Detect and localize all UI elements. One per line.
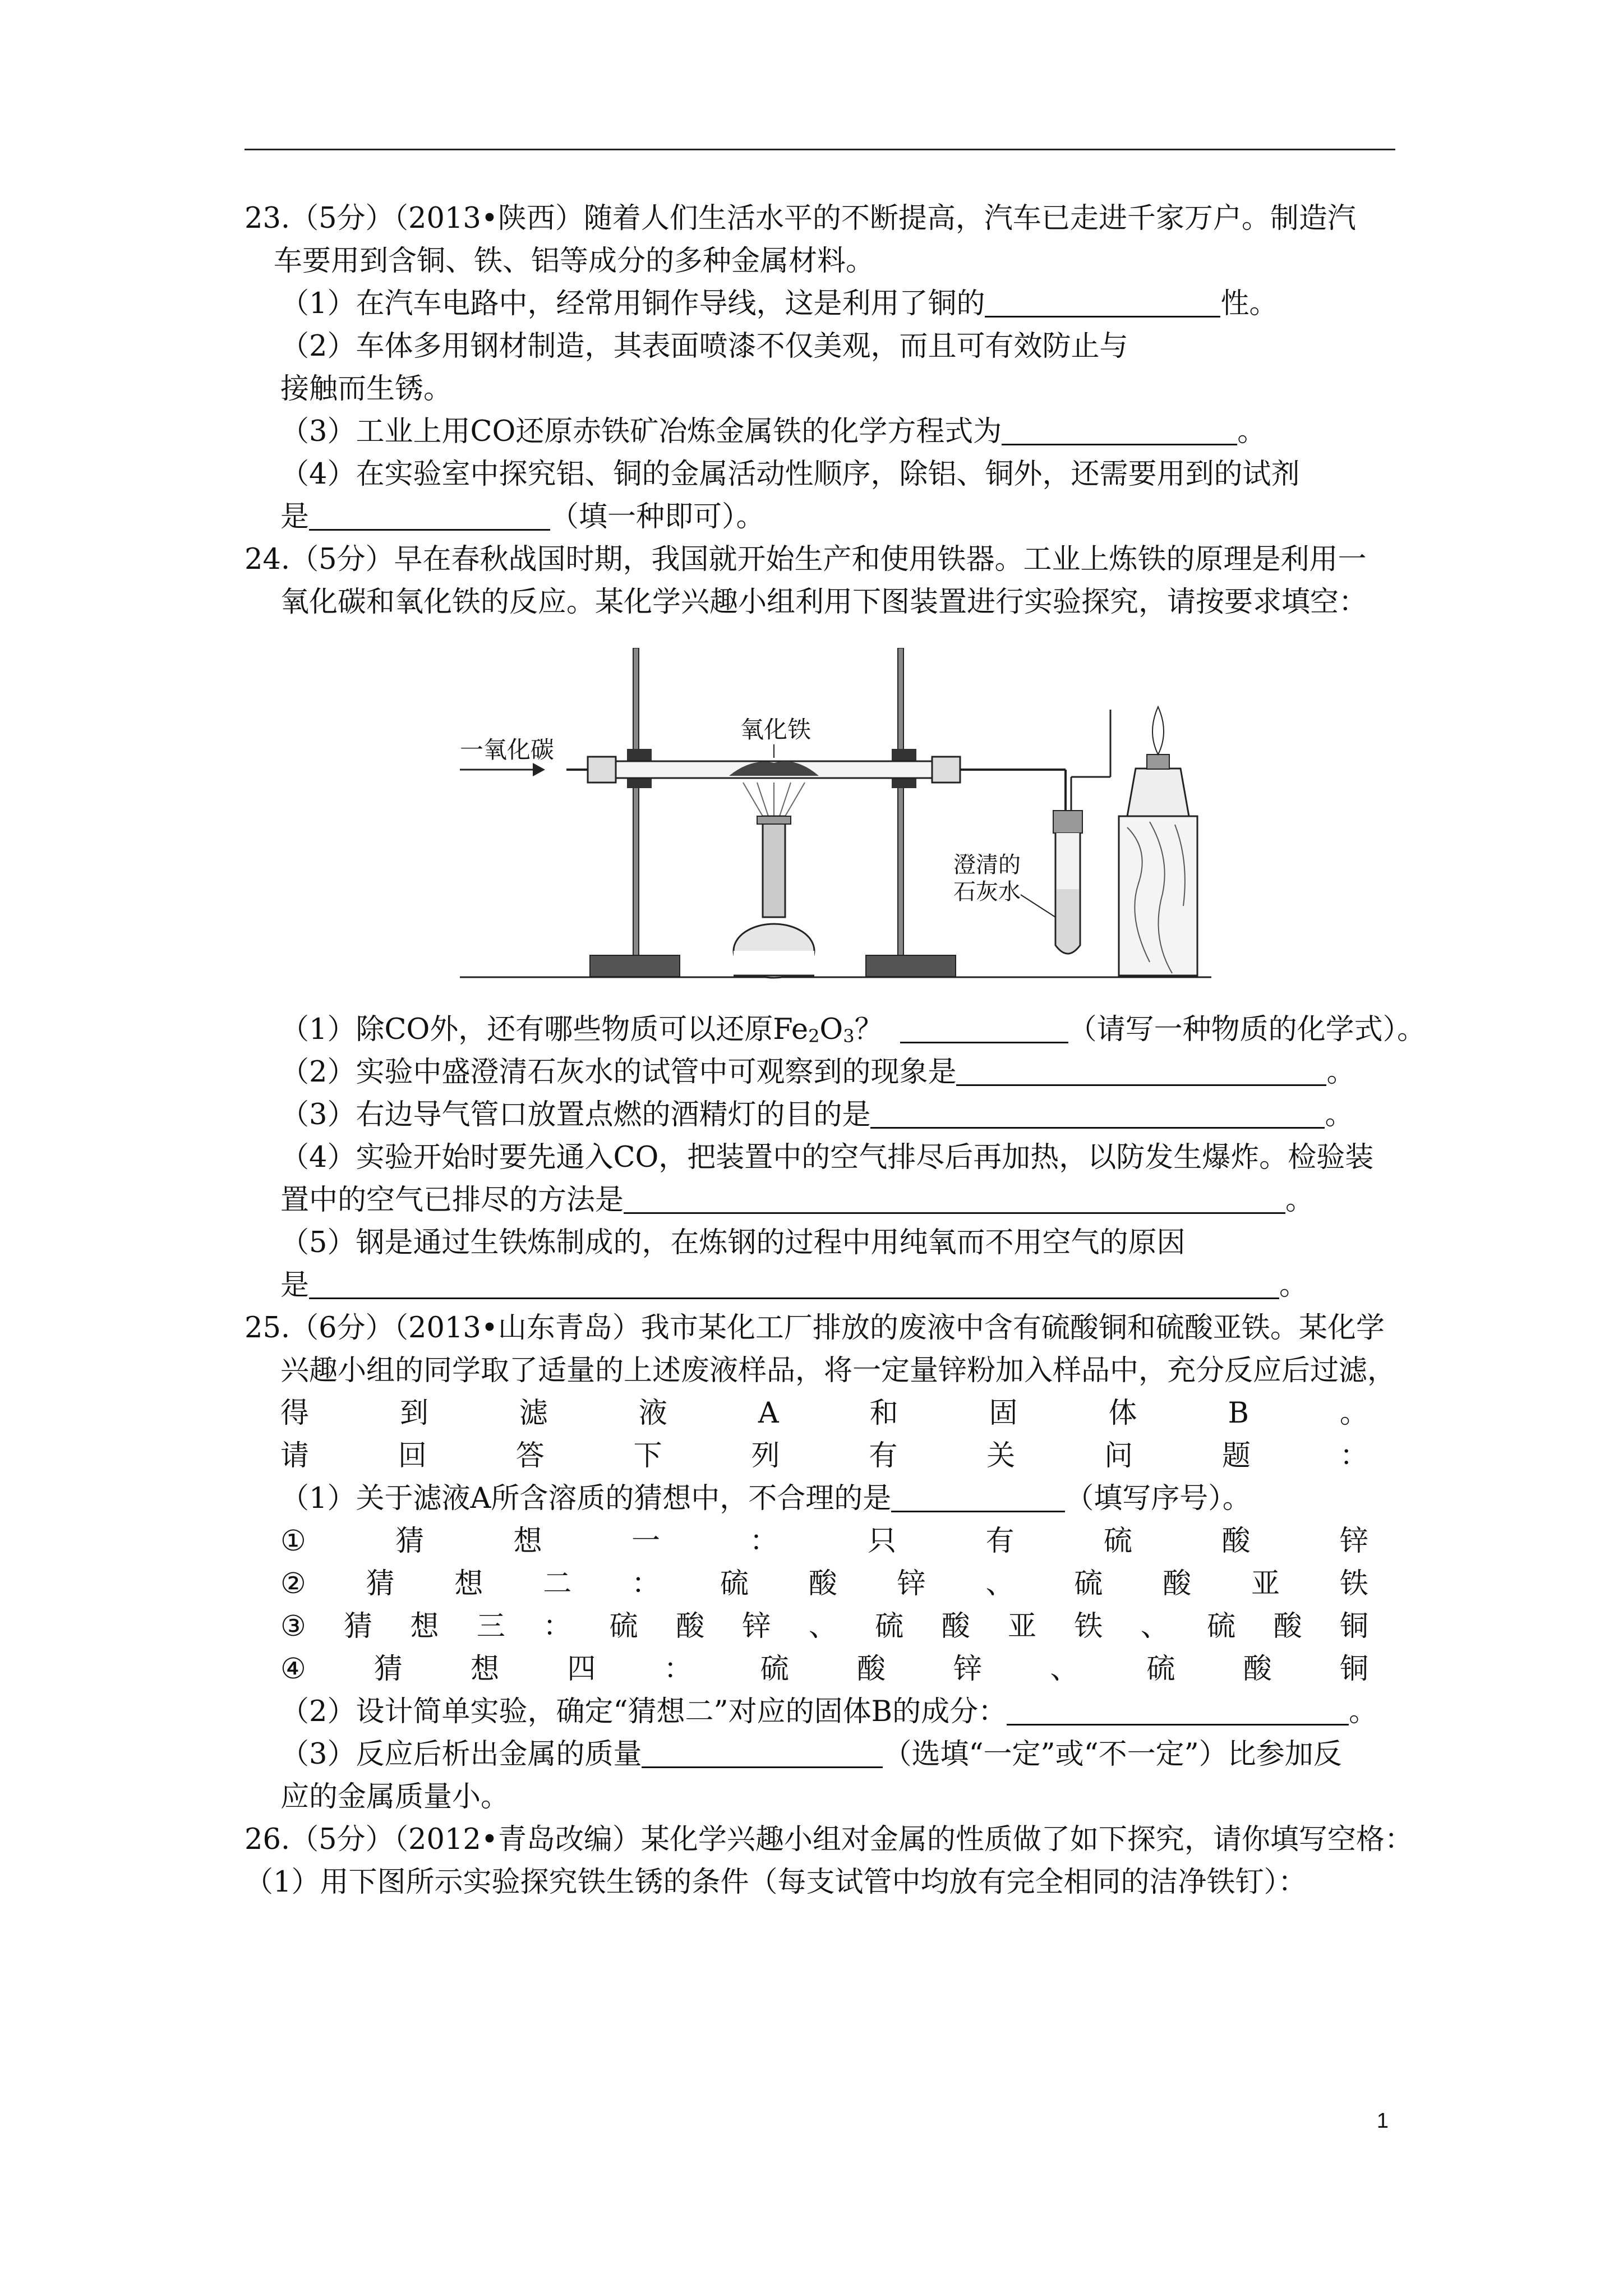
q24-line-2: 氧化碳和氧化铁的反应。某化学兴趣小组利用下图装置进行实验探究，请按要求填空： xyxy=(280,586,1368,619)
q23-part-4-cont xyxy=(280,496,765,539)
q24-part-3 xyxy=(280,1094,1353,1137)
q25-g4-char: 想 xyxy=(471,1653,500,1686)
q25-line-1: 25.（6分）（2013•山东青岛）我市某化工厂排放的废液中含有硫酸铜和硫酸亚铁。某化学 xyxy=(245,1312,1385,1345)
q25-g2-char: 猜 xyxy=(366,1567,395,1600)
q25-g4-char: 锌 xyxy=(953,1653,983,1686)
q25-g1-char: 锌 xyxy=(1339,1525,1368,1558)
header-rule xyxy=(245,149,1395,150)
q25-g3-char: 铜 xyxy=(1339,1610,1368,1643)
q25-g2-char: 想 xyxy=(454,1567,483,1600)
q23-part-1 xyxy=(280,283,1278,325)
q25-g2-char: 酸 xyxy=(1163,1567,1192,1600)
q26-line-2: （1）用下图所示实验探究铁生锈的条件（每支试管中均放有完全相同的洁净铁钉）： xyxy=(245,1866,1307,1899)
q24-part-1 xyxy=(280,1009,1426,1051)
q24-part-2-text: （2）实验中盛澄清石灰水的试管中可观察到的现象是 xyxy=(280,1056,957,1089)
q23-part-4-is: 是 xyxy=(280,500,310,533)
q25-g1-char: 只 xyxy=(868,1525,897,1558)
q25-part-3-cont: 应的金属质量小。 xyxy=(280,1780,510,1814)
q24-part-1-sub-2: 2 xyxy=(808,1025,820,1047)
q25-part-1-text: （1）关于滤液A所含溶质的猜想中，不合理的是 xyxy=(280,1482,892,1515)
q25-g3-char: 酸 xyxy=(1273,1610,1302,1643)
q25-g3-char: 锌 xyxy=(742,1610,771,1643)
q25-line4-char: 列 xyxy=(751,1439,780,1473)
q25-g4-char: 酸 xyxy=(1243,1653,1272,1686)
q25-guess-3 xyxy=(280,1605,1368,1648)
q25-g4-char: 铜 xyxy=(1339,1653,1368,1686)
q25-line4-char: 回 xyxy=(398,1439,427,1473)
q25-part-1-tail: （填写序号）。 xyxy=(1065,1482,1251,1515)
q25-g2-char: 硫 xyxy=(1074,1567,1103,1600)
q24-part-1-question: ？ xyxy=(854,1013,883,1046)
q25-answer-blank-3[interactable] xyxy=(642,1735,883,1768)
q25-part-2-text: （2）设计简单实验，确定“猜想二”对应的固体B的成分： xyxy=(280,1695,1007,1728)
q25-line3-char: 滤 xyxy=(519,1397,548,1430)
q25-line3-char: 得 xyxy=(280,1397,310,1430)
q24-part-4-text: 置中的空气已排尽的方法是 xyxy=(280,1184,624,1217)
q24-part-5: （5）钢是通过生铁炼制成的，在炼钢的过程中用纯氧而不用空气的原因 xyxy=(280,1226,1186,1259)
q24-part-5-tail: 。 xyxy=(1279,1269,1308,1302)
q23-part-1-text: （1）在汽车电路中，经常用铜作导线，这是利用了铜的 xyxy=(280,287,985,320)
q23-answer-blank-4[interactable] xyxy=(309,498,550,531)
q25-guess-2 xyxy=(280,1563,1368,1605)
q24-part-1-sub-3: 3 xyxy=(843,1025,855,1047)
q23-part-3-tail: 。 xyxy=(1237,415,1266,448)
q25-answer-blank-2[interactable] xyxy=(1007,1692,1349,1726)
q25-line3-char: A xyxy=(758,1397,779,1430)
q25-guess-1 xyxy=(280,1520,1368,1563)
q25-line4-char: 关 xyxy=(986,1439,1016,1473)
q25-g2-char: 酸 xyxy=(808,1567,837,1600)
q25-line-4 xyxy=(280,1435,1368,1478)
q25-g4-char: 酸 xyxy=(856,1653,886,1686)
q25-part-3-text: （3）反应后析出金属的质量 xyxy=(280,1738,642,1771)
q26-line-1: 26.（5分）（2012•青岛改编）某化学兴趣小组对金属的性质做了如下探究，请你填写空格： xyxy=(245,1823,1413,1856)
q25-line4-char: 答 xyxy=(515,1439,545,1473)
q23-answer-blank-3[interactable] xyxy=(1002,412,1237,445)
q25-line-3 xyxy=(280,1392,1368,1435)
q25-part-1 xyxy=(280,1478,1251,1520)
q24-part-3-tail: 。 xyxy=(1325,1098,1354,1131)
label-carbon-monoxide: 一氧化碳 xyxy=(460,736,555,763)
q25-g2-char: ② xyxy=(280,1567,306,1600)
q25-g4-char: 猜 xyxy=(374,1653,403,1686)
label-limewater-2: 石灰水 xyxy=(953,879,1021,905)
q25-line3-char: 。 xyxy=(1339,1397,1368,1430)
q25-g2-char: 二 xyxy=(543,1567,572,1600)
q25-g2-char: 亚 xyxy=(1251,1567,1280,1600)
q25-g4-char: 、 xyxy=(1050,1653,1079,1686)
q25-answer-blank-1[interactable] xyxy=(891,1479,1065,1512)
q23-part-1-tail: 性。 xyxy=(1220,287,1278,320)
q25-g3-char: 硫 xyxy=(875,1610,904,1643)
q25-part-2-tail: 。 xyxy=(1349,1695,1378,1728)
label-limewater-1: 澄清的 xyxy=(953,852,1021,878)
q25-g2-char: 硫 xyxy=(720,1567,749,1600)
q25-guess-4 xyxy=(280,1648,1368,1691)
q25-g1-char: 一 xyxy=(631,1525,661,1558)
q24-answer-blank-1[interactable] xyxy=(900,1010,1068,1043)
q23-answer-blank-1[interactable] xyxy=(985,284,1220,318)
q25-line4-char: 问 xyxy=(1104,1439,1133,1473)
q25-line3-char: B xyxy=(1228,1397,1249,1430)
q24-part-1-tail: （请写一种物质的化学式）。 xyxy=(1068,1013,1426,1046)
q25-g3-char: 想 xyxy=(410,1610,439,1643)
q25-line4-char: ： xyxy=(1339,1439,1368,1473)
q25-g3-char: ： xyxy=(543,1610,572,1643)
q24-part-5-cont xyxy=(280,1264,1308,1307)
q25-g1-char: 猜 xyxy=(395,1525,425,1558)
q24-part-1-text: （1）除CO外，还有哪些物质可以还原Fe xyxy=(280,1013,809,1046)
q25-g3-char: 铁 xyxy=(1074,1610,1103,1643)
q25-line3-char: 液 xyxy=(638,1397,667,1430)
q24-part-4-cont xyxy=(280,1179,1314,1222)
q25-g1-char: ： xyxy=(749,1525,778,1558)
page-number: 1 xyxy=(1376,2109,1389,2133)
q25-g1-char: ① xyxy=(280,1525,306,1558)
q25-g4-char: 硫 xyxy=(1146,1653,1175,1686)
q23-line-1: 23.（5分）（2013•陕西）随着人们生活水平的不断提高，汽车已走进千家万户。制造汽 xyxy=(245,202,1356,235)
q24-answer-blank-5[interactable] xyxy=(309,1266,1279,1299)
q25-part-3-tail: （选填“一定”或“不一定”）比参加反 xyxy=(883,1738,1342,1771)
q25-g3-char: 、 xyxy=(1140,1610,1169,1643)
q23-part-2-cont: 接触而生锈。 xyxy=(280,372,453,406)
q25-g3-char: 猜 xyxy=(344,1610,373,1643)
q23-part-4: （4）在实验室中探究铝、铜的金属活动性顺序，除铝、铜外，还需要用到的试剂 xyxy=(280,458,1300,491)
q25-g3-char: 三 xyxy=(476,1610,505,1643)
q25-line4-char: 下 xyxy=(633,1439,662,1473)
q25-line4-char: 题 xyxy=(1222,1439,1251,1473)
q25-line3-char: 到 xyxy=(399,1397,428,1430)
q25-g2-char: ： xyxy=(631,1567,661,1600)
q25-part-3 xyxy=(280,1733,1342,1776)
q25-line-2: 兴趣小组的同学取了适量的上述废液样品，将一定量锌粉加入样品中，充分反应后过滤， xyxy=(280,1354,1396,1387)
q25-g1-char: 有 xyxy=(985,1525,1015,1558)
q25-g3-char: 硫 xyxy=(1207,1610,1236,1643)
q24-part-4: （4）实验开始时要先通入CO，把装置中的空气排尽后再加热，以防发生爆炸。检验装 xyxy=(280,1141,1374,1174)
q25-g4-char: 四 xyxy=(567,1653,596,1686)
co-reduction-apparatus-figure xyxy=(460,648,1211,984)
q24-line-1: 24.（5分）早在春秋战国时期，我国就开始生产和使用铁器。工业上炼铁的原理是利用一 xyxy=(245,543,1367,576)
q25-line4-char: 请 xyxy=(280,1439,310,1473)
q25-g3-char: 硫 xyxy=(609,1610,638,1643)
q25-line3-char: 和 xyxy=(869,1397,898,1430)
q25-g3-char: 酸 xyxy=(941,1610,970,1643)
q25-line3-char: 体 xyxy=(1108,1397,1137,1430)
q25-g4-char: ： xyxy=(663,1653,693,1686)
q25-g3-char: 、 xyxy=(808,1610,837,1643)
q24-part-4-tail: 。 xyxy=(1285,1184,1315,1217)
q25-line3-char: 固 xyxy=(989,1397,1018,1430)
q23-line-2: 车要用到含铜、铁、铝等成分的多种金属材料。 xyxy=(274,245,875,278)
q25-part-2 xyxy=(280,1691,1377,1733)
q24-answer-blank-4[interactable] xyxy=(624,1181,1285,1214)
q25-g4-char: 硫 xyxy=(760,1653,789,1686)
q24-part-3-text: （3）右边导气管口放置点燃的酒精灯的目的是 xyxy=(280,1098,871,1131)
q25-g2-char: 铁 xyxy=(1339,1567,1368,1600)
q25-g2-char: 锌 xyxy=(897,1567,926,1600)
q24-answer-blank-2[interactable] xyxy=(956,1053,1326,1086)
q25-g4-char: ④ xyxy=(280,1653,306,1686)
q23-part-3-text: （3）工业上用CO还原赤铁矿冶炼金属铁的化学方程式为 xyxy=(280,415,1002,448)
q24-answer-blank-3[interactable] xyxy=(870,1096,1325,1129)
q24-part-2-tail: 。 xyxy=(1326,1056,1355,1089)
q25-g3-char: ③ xyxy=(280,1610,306,1643)
q24-part-5-is: 是 xyxy=(280,1269,310,1302)
q25-g3-char: 酸 xyxy=(676,1610,705,1643)
q25-g2-char: 、 xyxy=(985,1567,1015,1600)
q23-part-4-tail: （填一种即可）。 xyxy=(550,500,765,533)
q25-g1-char: 想 xyxy=(513,1525,542,1558)
q25-g1-char: 酸 xyxy=(1221,1525,1251,1558)
label-iron-oxide: 氧化铁 xyxy=(740,716,811,743)
q23-part-2: （2）车体多用钢材制造，其表面喷漆不仅美观，而且可有效防止与 xyxy=(280,330,1128,363)
q25-line4-char: 有 xyxy=(869,1439,898,1473)
q24-part-1-oxygen: O xyxy=(819,1013,843,1046)
q25-g3-char: 亚 xyxy=(1008,1610,1037,1643)
q24-part-2 xyxy=(280,1051,1355,1094)
q25-g1-char: 硫 xyxy=(1104,1525,1133,1558)
q23-part-3 xyxy=(280,411,1266,453)
